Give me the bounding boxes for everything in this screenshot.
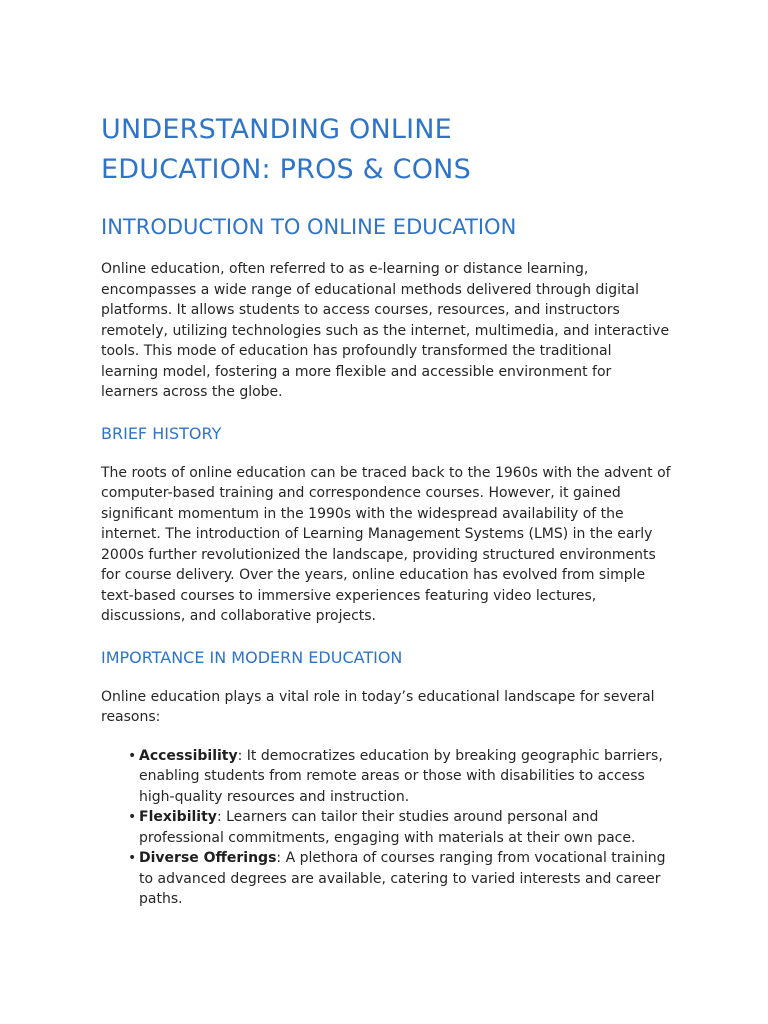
list-item-accessibility: [128, 746, 671, 808]
list-item-diverse-offerings: [128, 848, 671, 910]
introduction-paragraph: Online education, often referred to as e-learning or distance learning, encompasses a wide range of educational methods delivered through digital platforms. It allows students to access courses, resources, and instructors remotely, utilizing technologies such as the internet, multimedia, and interactive tools. This mode of education has profoundly transformed the traditional learning model, fostering a more flexible and accessible environment for learners across the globe.: [101, 261, 670, 400]
title-line-2: EDUCATION: PROS & CONS: [101, 154, 471, 185]
document-title: [101, 110, 671, 190]
section-heading-introduction: INTRODUCTION TO ONLINE EDUCATION: [101, 215, 517, 239]
list-item-text: : A plethora of courses ranging from vocational training to advanced degrees are available, catering to varied interests and career paths.: [139, 850, 666, 907]
list-item-text: : It democratizes education by breaking geographic barriers, enabling students from remote areas or those with disabilities to access high-quality resources and instruction.: [139, 747, 663, 805]
subheading-importance: IMPORTANCE IN MODERN EDUCATION: [101, 647, 403, 667]
bullet-icon: •: [128, 809, 137, 825]
bullet-icon: •: [128, 747, 137, 764]
bullet-icon: •: [128, 850, 137, 866]
list-item-flexibility: [128, 807, 671, 848]
list-item-term: Flexibility: [139, 809, 217, 825]
list-item-text: : Learners can tailor their studies around personal and professional commitments, engaging with materials at their own pace.: [139, 809, 636, 846]
list-item-term: Accessibility: [139, 747, 238, 764]
importance-list: [101, 746, 671, 910]
history-paragraph: The roots of online education can be traced back to the 1960s with the advent of computer-based training and correspondence courses. However, it gained significant momentum in the 1990s with the widespread availability of the internet. The introduction of Learning Management Systems (LMS) in the early 2000s further revolutionized the landscape, providing structured environments for course delivery. Over the years, online education has evolved from simple text-based courses to immersive experiences featuring video lectures, discussions, and collaborative projects.: [101, 464, 671, 624]
list-item-term: Diverse Offerings: [139, 850, 277, 866]
importance-lead-paragraph: Online education plays a vital role in today’s educational landscape for several reasons:: [101, 688, 655, 725]
subheading-brief-history: BRIEF HISTORY: [101, 423, 222, 443]
title-line-1: UNDERSTANDING ONLINE: [101, 114, 452, 145]
document-content: [101, 110, 671, 910]
